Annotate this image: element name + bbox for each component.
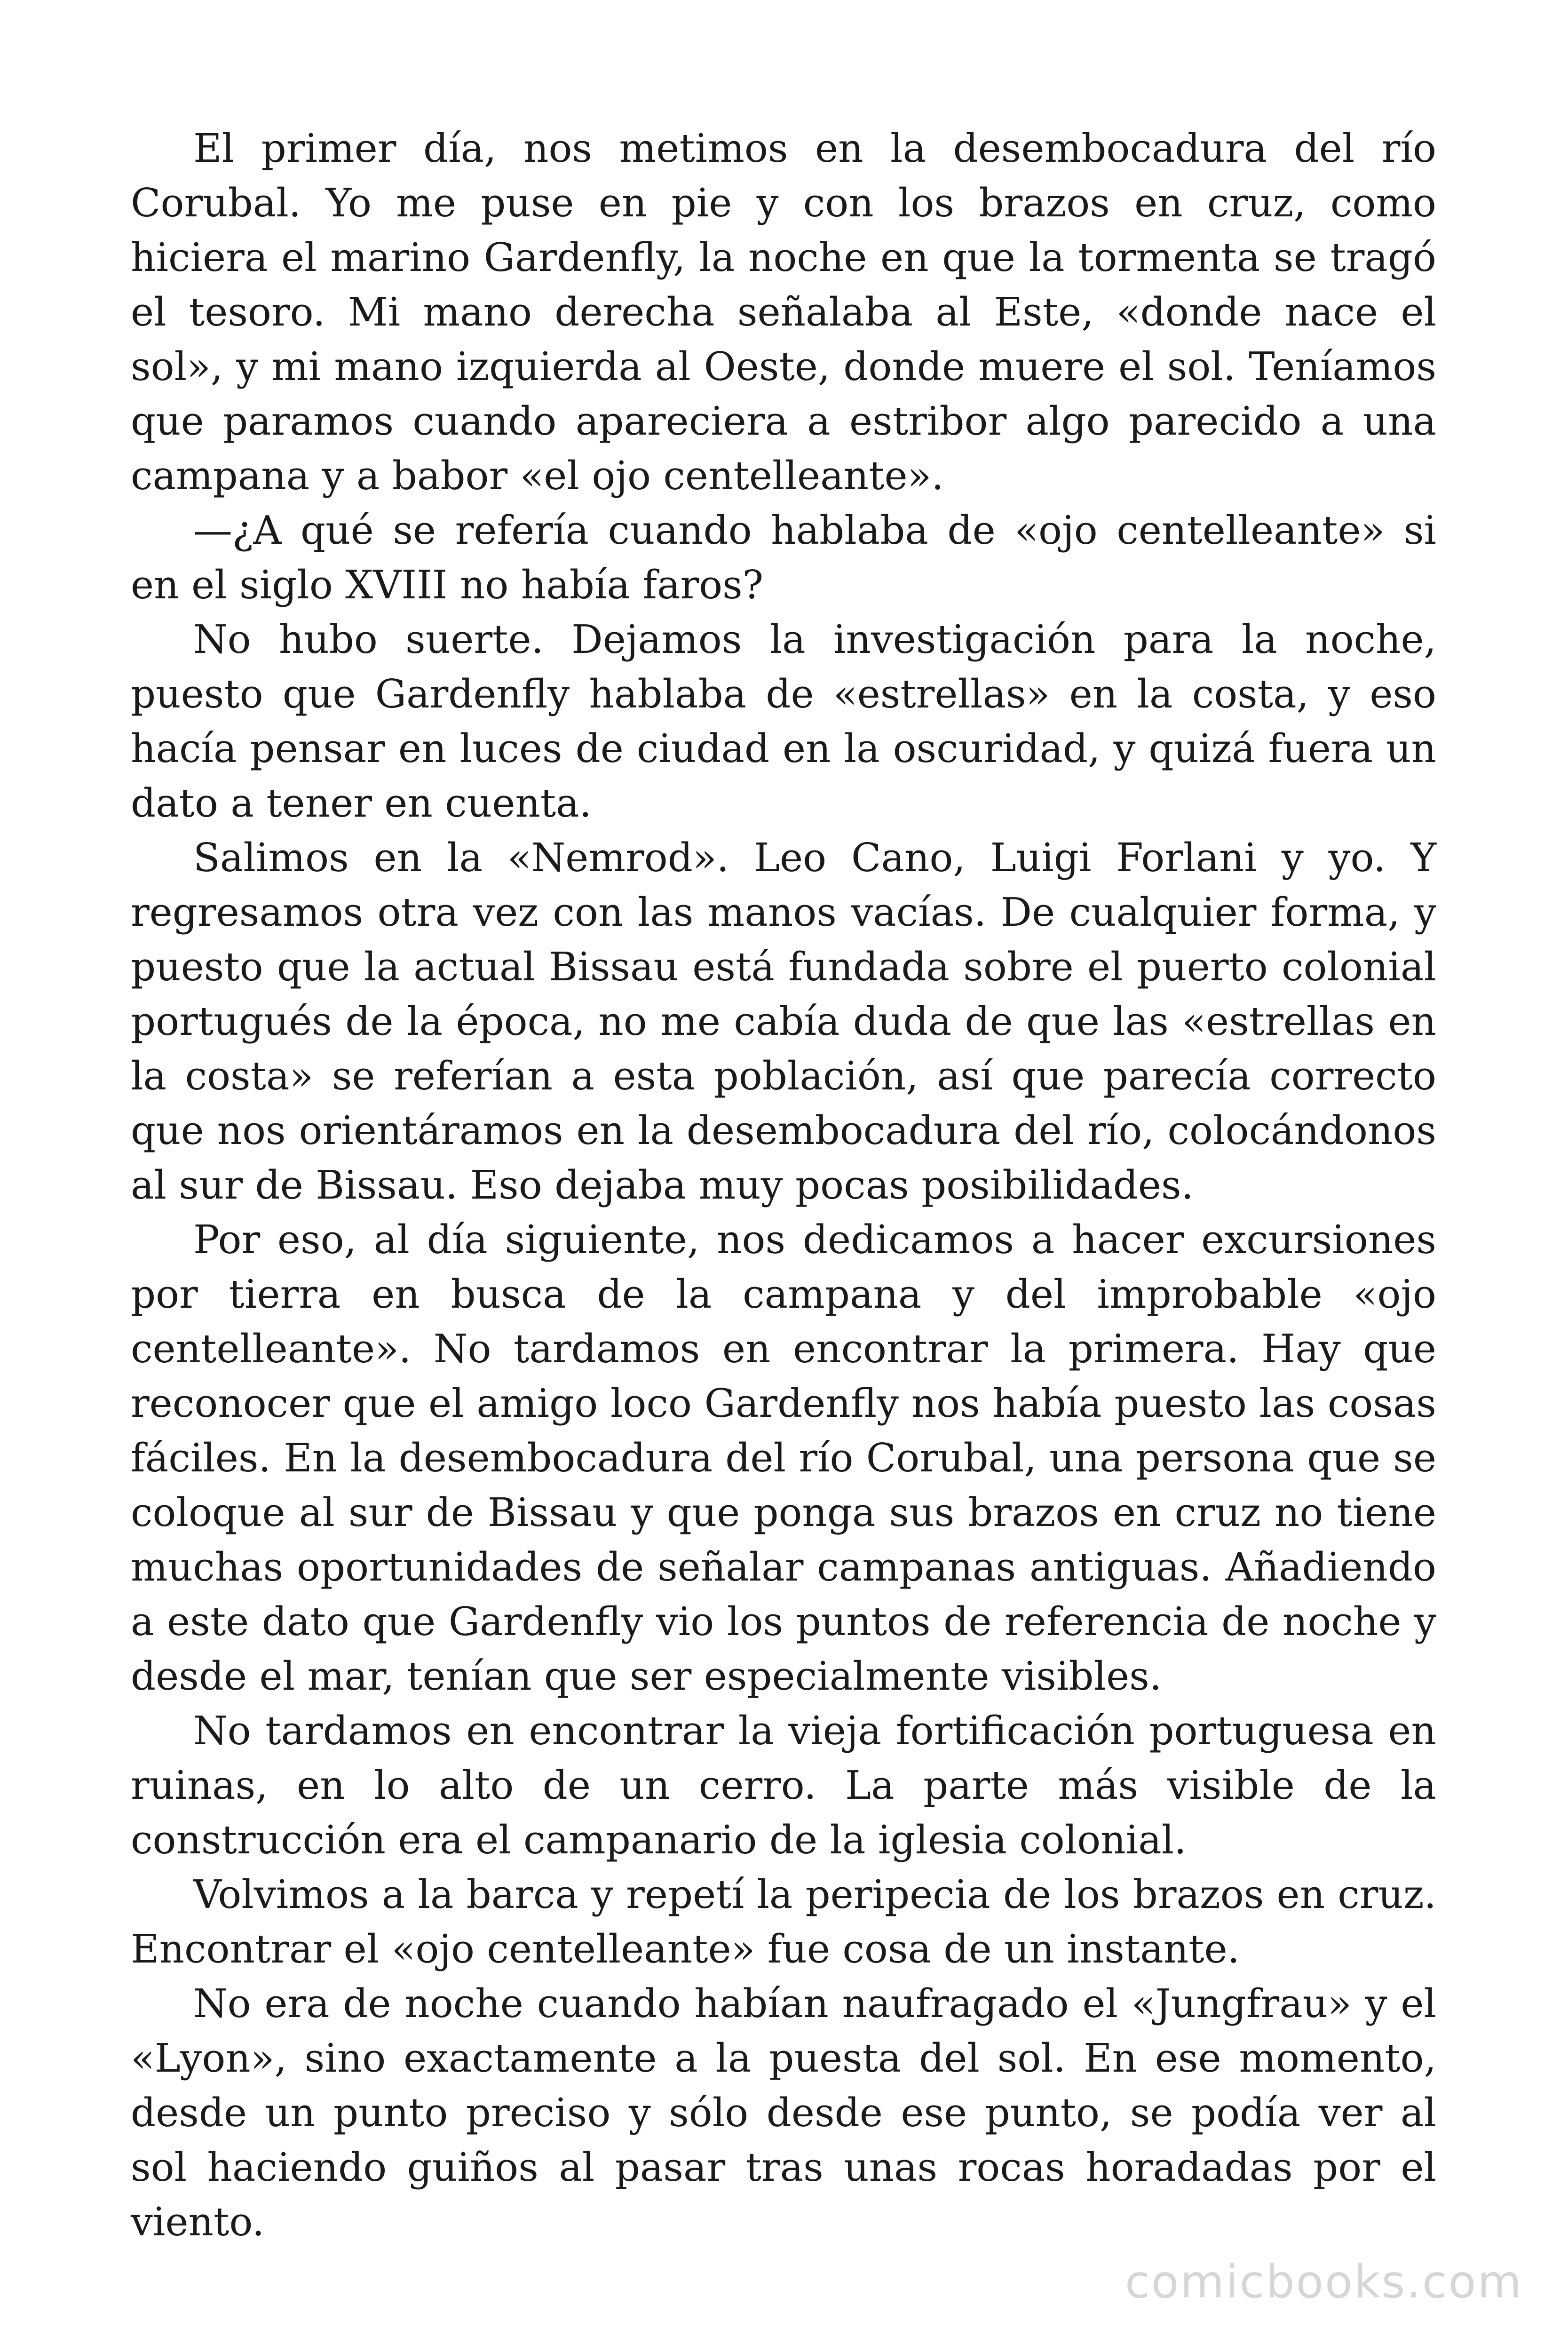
paragraph-1: El primer día, nos metimos en la desembocadura del río Corubal. Yo me puse en pie y con los brazos en cruz, como hiciera el marino Gardenfly, la noche en que la tormenta se tragó el tesoro. Mi mano derecha señalaba al Este, «donde nace el sol», y mi mano izquierda al Oeste, donde muere el sol. Teníamos que paramos cuando apareciera a estribor algo parecido a una campana y a babor «el ojo centelleante». — [131, 126, 1436, 499]
paragraph-3: No hubo suerte. Dejamos la investigación para la noche, puesto que Gardenfly hablaba de «estrellas» en la costa, y eso hacía pensar en luces de ciudad en la oscuridad, y quizá fuera un dato a tener en cuenta. — [131, 617, 1436, 826]
body-text — [131, 121, 1436, 2249]
paragraph-4: Salimos en la «Nemrod». Leo Cano, Luigi Forlani y yo. Y regresamos otra vez con las manos vacías. De cualquier forma, y puesto que la actual Bissau está fundada sobre el puerto colonial portugués de la época, no me cabía duda de que las «estrellas en la costa» se referían a esta población, así que parecía correcto que nos orientáramos en la desembocadura del río, colocándonos al sur de Bissau. Eso dejaba muy pocas posibilidades. — [131, 835, 1436, 1208]
paragraph-6: No tardamos en encontrar la vieja fortificación portuguesa en ruinas, en lo alto de un cerro. La parte más visible de la construcción era el campanario de la iglesia colonial. — [131, 1708, 1436, 1863]
paragraph-7: Volvimos a la barca y repetí la peripecia de los brazos en cruz. Encontrar el «ojo centelleante» fue cosa de un instante. — [131, 1872, 1436, 1972]
paragraph-5: Por eso, al día siguiente, nos dedicamos a hacer excursiones por tierra en busca de la campana y del improbable «ojo centelleante». No tardamos en encontrar la primera. Hay que reconocer que el amigo loco Gardenfly nos había puesto las cosas fáciles. En la desembocadura del río Corubal, una persona que se coloque al sur de Bissau y que ponga sus brazos en cruz no tiene muchas oportunidades de señalar campanas antiguas. Añadiendo a este dato que Gardenfly vio los puntos de referencia de noche y desde el mar, tenían que ser especialmente visibles. — [131, 1217, 1436, 1699]
paragraph-8: No era de noche cuando habían naufragado el «Jungfrau» y el «Lyon», sino exactamente a la puesta del sol. En ese momento, desde un punto preciso y sólo desde ese punto, se podía ver al sol haciendo guiños al pasar tras unas rocas horadadas por el viento. — [131, 1981, 1436, 2245]
paragraph-2: —¿A qué se refería cuando hablaba de «ojo centelleante» si en el siglo XVIII no había faros? — [131, 508, 1436, 608]
watermark: comicbooks.com — [1125, 2256, 1523, 2308]
